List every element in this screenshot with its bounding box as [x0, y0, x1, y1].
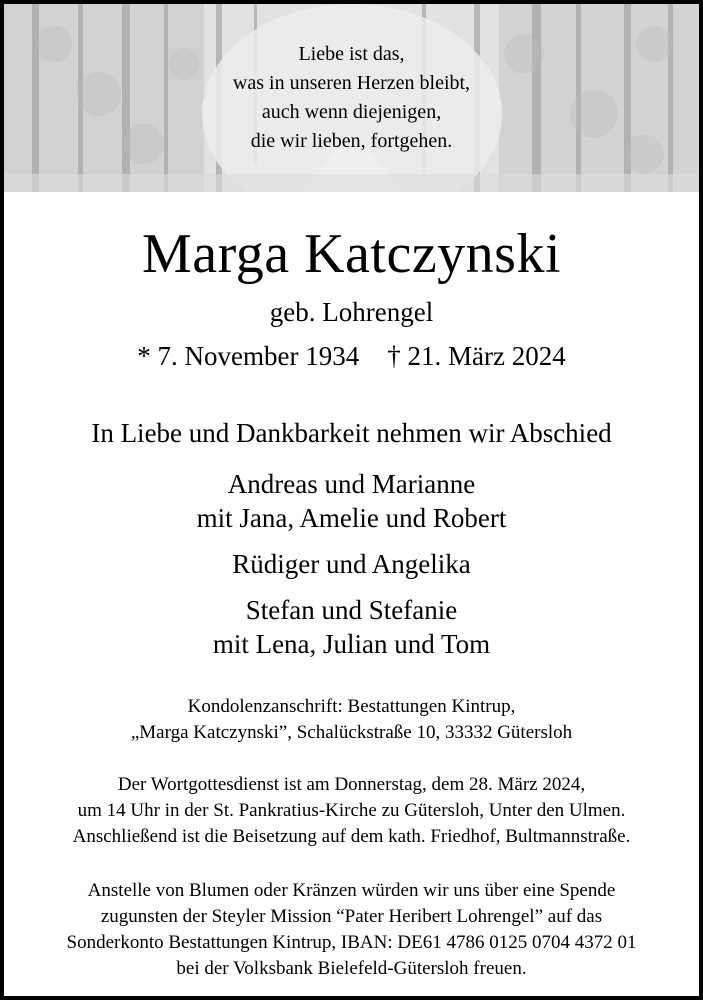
- deceased-name: Marga Katczynski: [141, 223, 562, 285]
- poem-line: die wir lieben, fortgehen.: [250, 130, 453, 152]
- family-line: mit Lena, Julian und Tom: [212, 629, 491, 659]
- donation-line: Anstelle von Blumen oder Kränzen würden wir uns über eine Spende: [87, 880, 616, 901]
- death-date: † 21. März 2024: [387, 341, 566, 371]
- poem-line: auch wenn diejenigen,: [261, 101, 442, 123]
- birth-date: * 7. November 1934: [137, 341, 360, 371]
- family-line: Rüdiger und Angelika: [232, 549, 471, 579]
- service-info: [4, 772, 699, 850]
- family-group: [4, 467, 699, 535]
- farewell-line: In Liebe und Dankbarkeit nehmen wir Abschied: [91, 418, 612, 448]
- donation-line: bei der Volksbank Bielefeld-Gütersloh freuen.: [176, 958, 527, 979]
- family-group: [4, 547, 699, 581]
- birth-name: geb. Lohrengel: [269, 297, 434, 327]
- donation-info: [4, 878, 699, 982]
- donation-line: Sonderkonto Bestattungen Kintrup, IBAN: DE61 4786 0125 0704 4372 01: [66, 932, 637, 953]
- life-dates: [4, 341, 699, 372]
- condolence-line: „Marga Katczynski”, Schalückstraße 10, 33332 Gütersloh: [130, 722, 573, 743]
- donation-line: zugunsten der Steyler Mission “Pater Heribert Lohrengel” auf das: [100, 906, 603, 927]
- service-line: Der Wortgottesdienst ist am Donnerstag, dem 28. März 2024,: [117, 774, 586, 795]
- family-line: Andreas und Marianne: [227, 469, 476, 499]
- family-list: [4, 467, 699, 673]
- condolence-address: [4, 694, 699, 746]
- service-line: um 14 Uhr in der St. Pankratius-Kirche zu Gütersloh, Unter den Ulmen.: [77, 800, 626, 821]
- poem: [4, 40, 699, 156]
- poem-line: was in unseren Herzen bleibt,: [232, 72, 471, 94]
- forest-header-image: [4, 4, 699, 192]
- service-line: Anschließend ist die Beisetzung auf dem kath. Friedhof, Bultmannstraße.: [72, 826, 631, 847]
- condolence-line: Kondolenzanschrift: Bestattungen Kintrup,: [187, 696, 516, 717]
- family-group: [4, 593, 699, 661]
- family-line: mit Jana, Amelie und Robert: [196, 503, 507, 533]
- family-line: Stefan und Stefanie: [245, 595, 458, 625]
- poem-line: Liebe ist das,: [298, 43, 405, 65]
